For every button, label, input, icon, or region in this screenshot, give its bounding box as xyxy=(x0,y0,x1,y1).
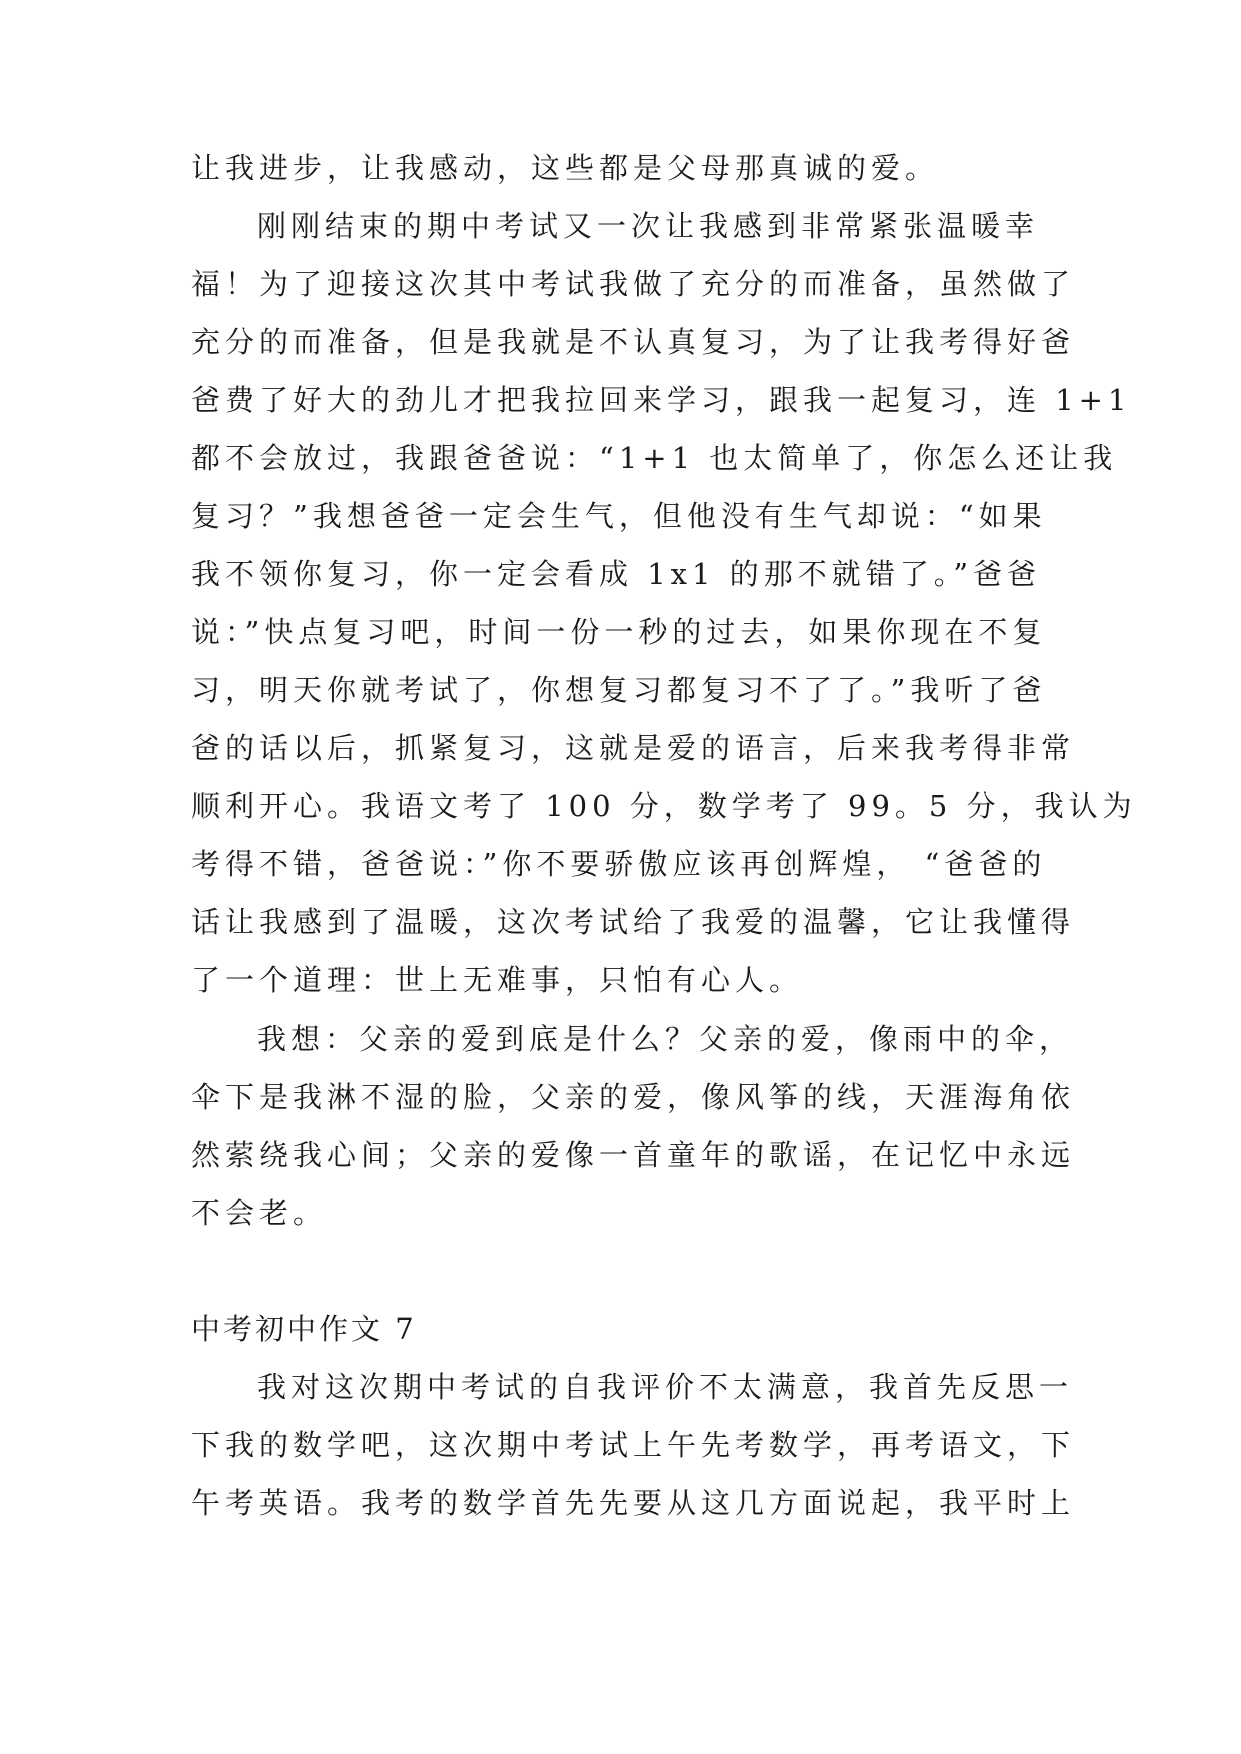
text-line: 话让我感到了温暖，这次考试给了我爱的温馨，它让我懂得 xyxy=(191,905,1076,939)
text-line: 爸的话以后，抓紧复习，这就是爱的语言，后来我考得非常 xyxy=(191,731,1076,765)
text-line: 顺利开心。我语文考了 100 分，数学考了 99。5 分，我认为 xyxy=(191,789,1137,823)
text-line: 让我进步，让我感动，这些都是父母那真诚的爱。 xyxy=(191,151,940,185)
text-line: 充分的而准备，但是我就是不认真复习，为了让我考得好爸 xyxy=(191,325,1076,359)
text-line: 说：”快点复习吧，时间一份一秒的过去，如果你现在不复 xyxy=(191,615,1047,649)
text-line: 习，明天你就考试了，你想复习都复习不了了。”我听了爸 xyxy=(191,673,1047,707)
paragraph-first-line: 我想：父亲的爱到底是什么？父亲的爱，像雨中的伞， xyxy=(257,1022,1074,1056)
text-line: 都不会放过，我跟爸爸说：“1+1 也太简单了，你怎么还让我 xyxy=(191,441,1118,475)
text-line: 复习？”我想爸爸一定会生气，但他没有生气却说：“如果 xyxy=(191,499,1047,533)
text-line: 考得不错，爸爸说：”你不要骄傲应该再创辉煌， “爸爸的 xyxy=(191,847,1047,881)
text-line: 爸费了好大的劲儿才把我拉回来学习，跟我一起复习，连 1+1 xyxy=(191,383,1132,417)
paragraph-first-line: 我对这次期中考试的自我评价不太满意，我首先反思一 xyxy=(257,1370,1074,1404)
text-line: 下我的数学吧，这次期中考试上午先考数学，再考语文，下 xyxy=(191,1428,1076,1462)
section-heading: 中考初中作文 7 xyxy=(191,1312,417,1346)
text-line: 福！为了迎接这次其中考试我做了充分的而准备，虽然做了 xyxy=(191,267,1076,301)
text-line: 然萦绕我心间；父亲的爱像一首童年的歌谣，在记忆中永远 xyxy=(191,1138,1076,1172)
text-line: 我不领你复习，你一定会看成 1x1 的那不就错了。”爸爸 xyxy=(191,557,1042,591)
text-line: 了一个道理：世上无难事，只怕有心人。 xyxy=(191,963,804,997)
text-line: 午考英语。我考的数学首先先要从这几方面说起，我平时上 xyxy=(191,1486,1076,1520)
paragraph-first-line: 刚刚结束的期中考试又一次让我感到非常紧张温暖幸 xyxy=(257,209,1040,243)
text-line: 伞下是我淋不湿的脸，父亲的爱，像风筝的线，天涯海角依 xyxy=(191,1080,1076,1114)
text-line: 不会老。 xyxy=(191,1196,328,1230)
